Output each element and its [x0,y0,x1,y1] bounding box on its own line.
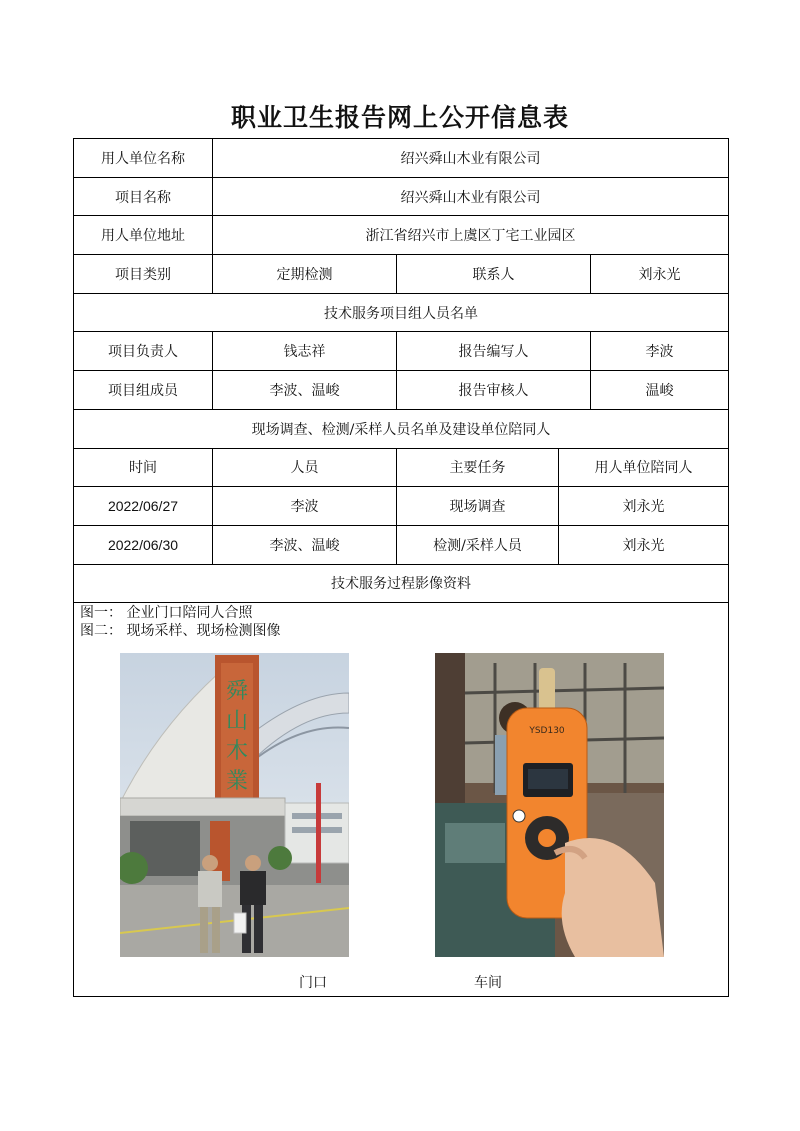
project-type-value: 定期检测 [213,255,397,294]
table-row [74,409,729,448]
employer-name-value: 绍兴舜山木业有限公司 [213,139,729,178]
gate-sign-char: 舜 [225,679,249,705]
writer-label: 报告编写人 [397,332,591,371]
employer-name-label: 用人单位名称 [74,139,213,178]
contact-label: 联系人 [397,255,591,294]
page-title: 职业卫生报告网上公开信息表 [230,103,569,132]
media-header: 技术服务过程影像资料 [74,564,729,603]
table-row [74,487,729,526]
project-type-label: 项目类别 [74,255,213,294]
survey-header: 现场调查、检测/采样人员名单及建设单位陪同人 [74,409,729,448]
people-cell: 李波 [213,487,397,526]
table-row [74,332,729,371]
members-value: 李波、温峻 [213,371,397,410]
employer-address-label: 用人单位地址 [74,216,213,255]
people-cell: 李波、温峻 [213,525,397,564]
caption-1: 图一： 企业门口陪同人合照 [80,605,253,622]
gate-sign-char: 山 [225,709,249,735]
gate-sign-char: 業 [225,769,249,795]
info-table [73,138,729,997]
gate-sign-char: 木 [225,739,249,765]
meter-model: YSD130 [529,726,565,737]
column-header: 主要任务 [397,448,559,487]
contact-value: 刘永光 [591,255,729,294]
team-header: 技术服务项目组人员名单 [74,293,729,332]
gate-photo [120,653,349,957]
reviewer-value: 温峻 [591,371,729,410]
workshop-photo [435,653,664,957]
table-row [74,525,729,564]
media-row [74,603,729,997]
project-name-value: 绍兴舜山木业有限公司 [213,177,729,216]
task-cell: 现场调查 [397,487,559,526]
table-row [74,255,729,294]
photo1-label: 门口 [299,975,327,992]
table-row [74,139,729,178]
project-name-label: 项目名称 [74,177,213,216]
lead-value: 钱志祥 [213,332,397,371]
media-cell [74,603,729,997]
table-row [74,371,729,410]
reviewer-label: 报告审核人 [397,371,591,410]
companion-cell: 刘永光 [559,487,729,526]
photo2-label: 车间 [474,975,502,992]
column-header: 时间 [74,448,213,487]
table-row [74,216,729,255]
date-cell: 2022/06/27 [74,487,213,526]
members-label: 项目组成员 [74,371,213,410]
table-header-row [74,448,729,487]
table-row [74,564,729,603]
column-header: 用人单位陪同人 [559,448,729,487]
lead-label: 项目负责人 [74,332,213,371]
table-row [74,293,729,332]
task-cell: 检测/采样人员 [397,525,559,564]
date-cell: 2022/06/30 [74,525,213,564]
column-header: 人员 [213,448,397,487]
writer-value: 李波 [591,332,729,371]
companion-cell: 刘永光 [559,525,729,564]
employer-address-value: 浙江省绍兴市上虞区丁宅工业园区 [213,216,729,255]
caption-2: 图二： 现场采样、现场检测图像 [80,623,281,640]
table-row [74,177,729,216]
